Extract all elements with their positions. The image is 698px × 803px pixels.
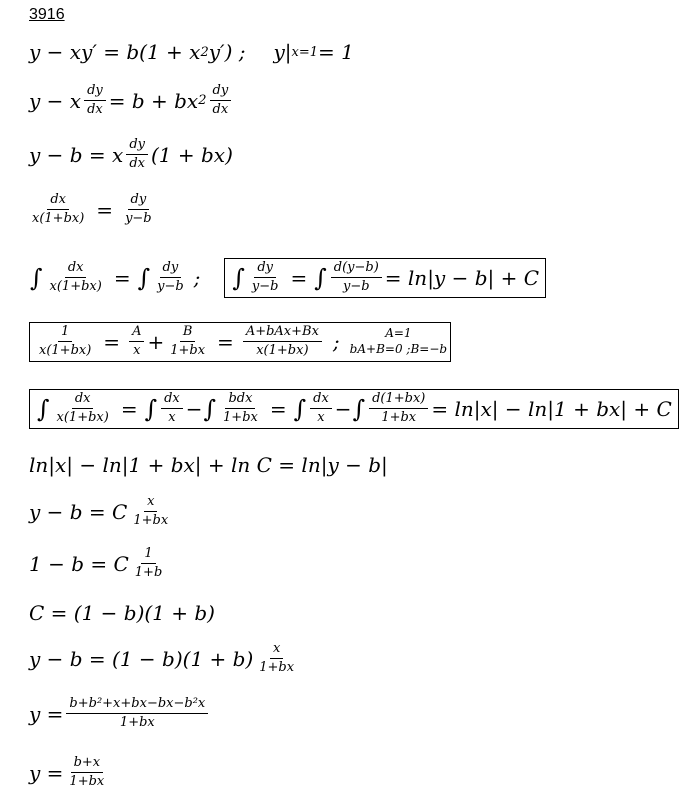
eq13-frac: $\frac{\text{b+b²+x+bx−bx−b²x}}{1+bx}$ [66, 697, 208, 731]
equation-line-5: ∫ $\frac{dx}{x(1+bx)}$ = ∫ $\frac{dy}{y-b}$ ; ∫ $\frac{dy}{y-b}$ = ∫ $\frac{d(y-b)}{y-b}$ = ln|y − b| + C [29, 258, 546, 298]
eq1-lhs: y − xy′ = b(1 + x [29, 40, 201, 64]
eq7-frac2: $\frac{dx}{x}$ [161, 392, 183, 426]
eq13-a: y = [29, 701, 64, 726]
eq12-a: y − b = (1 − b)(1 + b) [29, 646, 254, 671]
eq7-frac1: $\frac{dx}{x(1+bx)}$ [56, 391, 109, 426]
equation-line-4 [29, 193, 158, 227]
eq6-coefficients: A=1 bA+B=0 ;B=−b [349, 326, 448, 356]
eq7-frac5: $\frac{d(1+bx)}{1+bx}$ [369, 392, 428, 426]
eq6-semicolon: ; [332, 329, 340, 354]
eq5-frac3: $\frac{dy}{y-b}$ [251, 260, 279, 295]
eq6-fracB: $\frac{B}{1+bx}$ [170, 324, 206, 359]
integral-sign: ∫ [30, 263, 43, 292]
integral-sign: ∫ [314, 263, 327, 292]
eq5-result: = ln|y − b| + C [384, 265, 540, 290]
equation-line-10 [29, 547, 168, 581]
eq4-frac1: $\frac{dx}{x(1+bx)}$ [32, 192, 85, 227]
eq3-b: (1 + bx) [151, 142, 233, 167]
equation-line-8 [29, 455, 388, 475]
equation-line-6 [29, 322, 451, 362]
eq10-a: 1 − b = C [29, 551, 129, 576]
eq2-a: y − x [29, 88, 82, 113]
eq2-b: = b + bx [108, 88, 199, 113]
eq1-exp: 2 [200, 44, 209, 60]
eq10-frac: $\frac{1}{1+b}$ [134, 546, 163, 581]
eq14-a: y = [29, 760, 64, 785]
eq1-condition-value: = 1 [318, 40, 354, 64]
eq11-text: C = (1 − b)(1 + b) [29, 601, 215, 625]
equation-line-3 [29, 138, 233, 172]
problem-number: 3916 [29, 6, 65, 23]
equation-line-7 [29, 389, 679, 429]
eq12-frac: $\frac{x}{1+bx}$ [259, 641, 295, 676]
eq9-a: y − b = C [29, 499, 128, 524]
eq5-frac4: $\frac{d(y-b)}{y-b}$ [331, 261, 382, 295]
eq6-boxed: $\frac{1}{x(1+bx)}$ = $\frac{A}{x}$ + $\frac{B}{1+bx}$ = $\frac{\text{A+bAx+Bx}}{x(1+bx)}$ ; A=1 bA+B=0 ;B=−b [29, 322, 451, 362]
eq3-a: y − b = x [29, 142, 124, 167]
eq5-boxed: ∫ $\frac{dy}{y-b}$ = ∫ $\frac{d(y-b)}{y-b}$ = ln|y − b| + C [224, 258, 546, 298]
eq4-frac2: $\frac{dy}{y-b}$ [125, 192, 152, 227]
eq5-frac2: $\frac{dy}{y-b}$ [157, 260, 184, 295]
eq9-frac: $\frac{x}{1+bx}$ [133, 494, 169, 529]
eq2-exp: 2 [198, 93, 207, 109]
eq7-frac4: $\frac{dx}{x}$ [310, 392, 332, 426]
eq14-frac: $\frac{b+x}{1+bx}$ [69, 755, 105, 790]
eq1-rhs: y′) ; [208, 40, 246, 64]
eq3-frac: $\frac{dy}{dx}$ [126, 138, 148, 172]
eq7-result: = ln|x| − ln|1 + bx| + C [431, 396, 672, 421]
eq1-condition-sub: x=1 [291, 44, 319, 60]
equation-line-9 [29, 495, 174, 529]
equation-line-11 [29, 603, 215, 623]
eq6-fracA: $\frac{A}{x}$ [129, 325, 144, 359]
integral-sign: ∫ [232, 263, 245, 292]
equation-line-14 [29, 756, 110, 790]
eq1-condition: y| [273, 40, 292, 64]
eq6-frac3: $\frac{\text{A+bAx+Bx}}{x(1+bx)}$ [243, 325, 322, 359]
eq6-frac1: $\frac{1}{x(1+bx)}$ [39, 324, 92, 359]
equation-line-2 [29, 84, 234, 118]
eq2-frac1: $\frac{dy}{dx}$ [84, 84, 106, 118]
eq2-frac2: $\frac{dy}{dx}$ [210, 84, 232, 118]
eq5-frac1: $\frac{dx}{x(1+bx)}$ [49, 260, 102, 295]
equation-line-12 [29, 642, 300, 676]
eq4-equals: = [96, 197, 114, 222]
integral-sign: ∫ [137, 263, 151, 292]
equation-line-1 [29, 42, 354, 62]
equation-line-13 [29, 697, 211, 731]
eq8-text: ln|x| − ln|1 + bx| + ln C = ln|y − b| [29, 453, 388, 477]
eq7-frac3: $\frac{\text{bdx}}{1+bx}$ [223, 391, 258, 426]
eq7-boxed: ∫ $\frac{dx}{x(1+bx)}$ = ∫ $\frac{dx}{x}$ − ∫ $\frac{\text{bdx}}{1+bx}$ = ∫ $\frac{dx}{x}$ − ∫ $\frac{d(1+bx)}{1+bx}$ = ln|x| − ln|1 + bx| + C [29, 389, 679, 429]
